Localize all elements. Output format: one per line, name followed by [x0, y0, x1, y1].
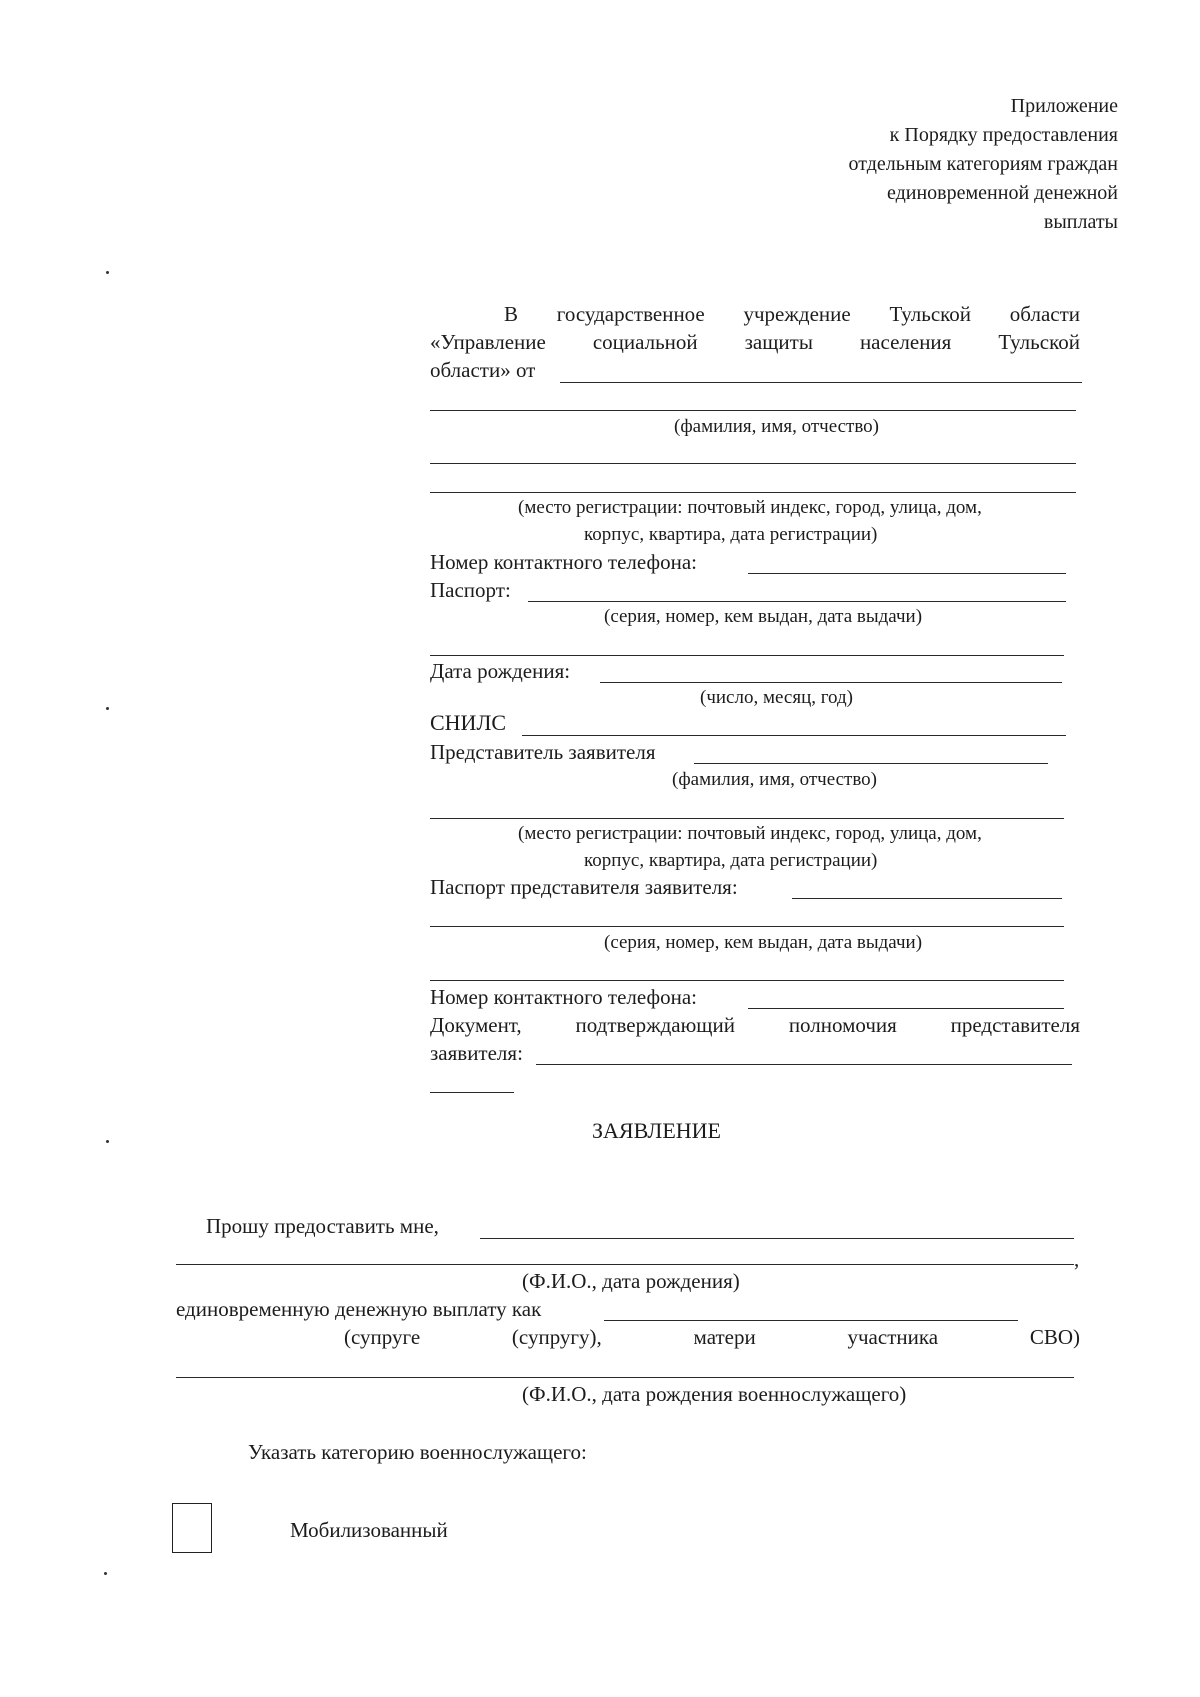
serviceman-field[interactable] — [176, 1377, 1074, 1378]
applicant-passport-caption: (серия, номер, кем выдан, дата выдачи) — [604, 606, 923, 627]
representative-passport-label: Паспорт представителя заявителя: — [430, 875, 738, 899]
authority-document-field[interactable] — [536, 1064, 1072, 1065]
authority-document-label — [430, 1015, 1080, 1036]
applicant-passport-field[interactable] — [528, 601, 1066, 602]
applicant-fio-caption: (фамилия, имя, отчество) — [674, 416, 880, 437]
birth-date-field[interactable] — [600, 682, 1062, 683]
payment-as-label: единовременную денежную выплату как — [176, 1297, 542, 1321]
mobilized-checkbox[interactable] — [172, 1503, 212, 1553]
recipient-field[interactable] — [480, 1238, 1074, 1239]
word: «Управление — [430, 330, 546, 354]
word: социальной — [592, 330, 698, 354]
appendix-header — [618, 96, 1118, 241]
applicant-registration-field-2[interactable] — [430, 492, 1076, 493]
snils-field[interactable] — [522, 735, 1066, 736]
fio-birth-caption: (Ф.И.О., дата рождения) — [522, 1269, 740, 1293]
representative-phone-field[interactable] — [748, 1008, 1064, 1009]
applicant-phone-field[interactable] — [748, 573, 1066, 574]
word: защиты — [744, 330, 813, 354]
applicant-fio-field[interactable] — [430, 410, 1076, 411]
relation-options — [344, 1327, 1080, 1348]
representative-passport-caption: (серия, номер, кем выдан, дата выдачи) — [604, 932, 923, 953]
representative-passport-field-3[interactable] — [430, 980, 1064, 981]
representative-fio-caption: (фамилия, имя, отчество) — [672, 769, 878, 790]
representative-registration-caption: (место регистрации: почтовый индекс, город, улица, дом, — [518, 823, 982, 844]
appendix-line: выплаты — [1043, 211, 1118, 233]
trailing-comma: , — [1074, 1247, 1080, 1271]
birth-date-label: Дата рождения: — [430, 659, 571, 683]
scan-speck — [106, 707, 109, 710]
word: Документ, — [430, 1013, 522, 1037]
word: учреждение — [743, 302, 851, 326]
appendix-line: к Порядку предоставления — [889, 124, 1118, 146]
applicant-registration-field-1[interactable] — [430, 463, 1076, 464]
representative-phone-label: Номер контактного телефона: — [430, 985, 697, 1009]
recipient-field-2[interactable] — [176, 1264, 1074, 1265]
representative-label: Представитель заявителя — [430, 740, 656, 764]
scan-speck — [106, 271, 109, 274]
representative-registration-field[interactable] — [430, 818, 1064, 819]
applicant-registration-caption: (место регистрации: почтовый индекс, город, улица, дом, — [518, 497, 982, 518]
word: подтверждающий — [575, 1013, 735, 1037]
representative-fio-field[interactable] — [694, 763, 1048, 764]
word: представителя — [950, 1013, 1080, 1037]
representative-passport-field-2[interactable] — [430, 926, 1064, 927]
word: В — [504, 302, 519, 326]
scan-speck — [104, 1572, 107, 1575]
word: государственное — [556, 302, 705, 326]
applicant-registration-caption: корпус, квартира, дата регистрации) — [584, 524, 878, 545]
category-prompt: Указать категорию военнослужащего: — [248, 1440, 587, 1464]
word: полномочия — [788, 1013, 897, 1037]
authority-document-label-2: заявителя: — [430, 1041, 523, 1065]
addressee-from-label: области» от — [430, 358, 536, 382]
appendix-line: отдельным категориям граждан — [848, 153, 1118, 175]
relation-word: СВО) — [1029, 1325, 1080, 1349]
addressee-line-1 — [504, 304, 1080, 325]
applicant-phone-label: Номер контактного телефона: — [430, 550, 697, 574]
word: населения — [859, 330, 952, 354]
snils-label: СНИЛС — [430, 710, 507, 735]
applicant-passport-label: Паспорт: — [430, 578, 511, 602]
relation-word: (супругу), — [511, 1325, 602, 1349]
relation-word: (супруге — [344, 1325, 421, 1349]
applicant-name-field[interactable] — [560, 382, 1082, 383]
relation-word: участника — [847, 1325, 939, 1349]
addressee-line-2 — [430, 332, 1080, 353]
relation-field[interactable] — [604, 1320, 1018, 1321]
representative-registration-caption: корпус, квартира, дата регистрации) — [584, 850, 878, 871]
appendix-line: единовременной денежной — [886, 182, 1118, 204]
word: области — [1009, 302, 1080, 326]
birth-date-caption: (число, месяц, год) — [700, 687, 854, 708]
applicant-passport-field-2[interactable] — [430, 655, 1064, 656]
representative-passport-field[interactable] — [792, 898, 1062, 899]
statement-title: ЗАЯВЛЕНИЕ — [592, 1118, 721, 1143]
serviceman-caption: (Ф.И.О., дата рождения военнослужащего) — [522, 1382, 907, 1406]
word: Тульской — [889, 302, 972, 326]
authority-document-field-2[interactable] — [430, 1092, 514, 1093]
request-label: Прошу предоставить мне, — [206, 1214, 439, 1238]
appendix-line: Приложение — [1010, 95, 1118, 117]
word: Тульской — [998, 330, 1080, 354]
relation-word: матери — [693, 1325, 756, 1349]
mobilized-label: Мобилизованный — [290, 1518, 448, 1542]
scan-speck — [106, 1140, 109, 1143]
